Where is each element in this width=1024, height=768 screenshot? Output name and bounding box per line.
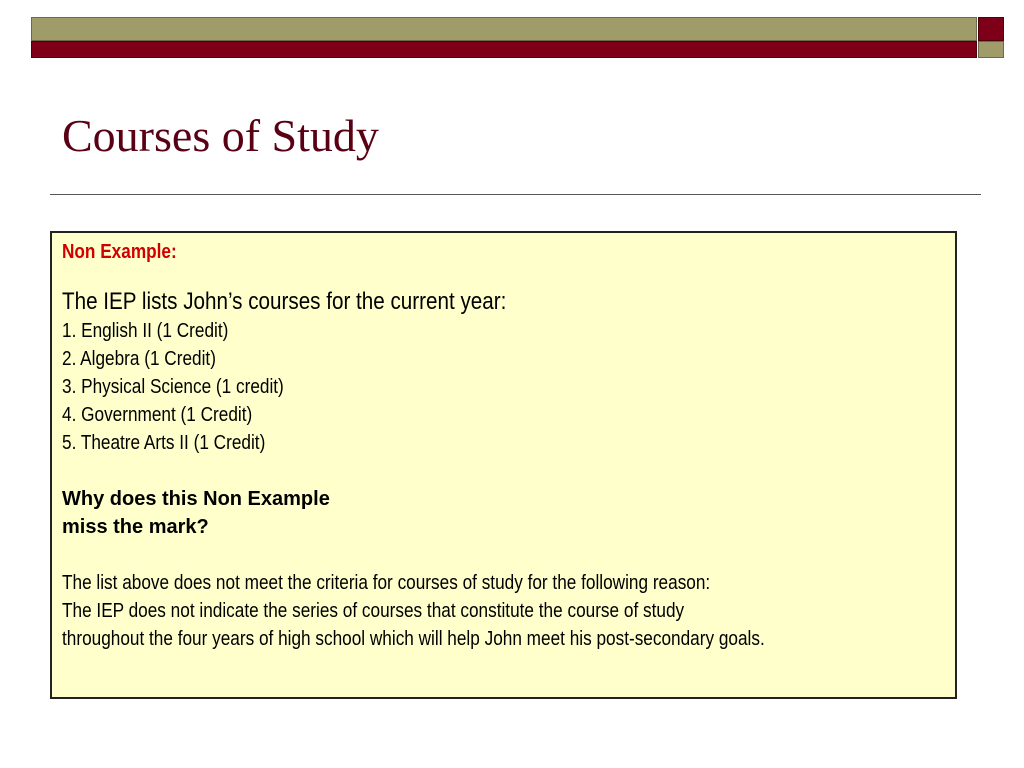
explanation-line: The list above does not meet the criteria for courses of study for the following reason: [62,572,711,594]
lead-sentence: The IEP lists John’s courses for the current year: [62,288,507,315]
course-item: 1. English II (1 Credit) [62,320,229,342]
course-item: 2. Algebra (1 Credit) [62,348,216,370]
question-line: Why does this Non Example [62,488,330,510]
non-example-box [50,231,957,699]
course-item: 5. Theatre Arts II (1 Credit) [62,432,266,454]
course-list [62,317,821,457]
course-item: 3. Physical Science (1 credit) [62,376,284,398]
explanation-block [62,569,821,653]
header-olive-square [978,41,1004,58]
header-maroon-bar [31,41,977,58]
question-line: miss the mark? [62,516,209,538]
header-maroon-square [978,17,1004,41]
course-item: 4. Government (1 Credit) [62,404,253,426]
explanation-line: throughout the four years of high school which will help John meet his post-secondary goals. [62,628,765,650]
slide-title: Courses of Study [62,110,379,161]
header-olive-bar [31,17,977,41]
non-example-content [62,239,821,457]
non-example-label: Non Example: [62,241,177,263]
question-heading [62,485,945,541]
explanation-line: The IEP does not indicate the series of courses that constitute the course of study [62,600,685,622]
explanation-paragraph [62,569,821,653]
title-divider [50,194,981,195]
